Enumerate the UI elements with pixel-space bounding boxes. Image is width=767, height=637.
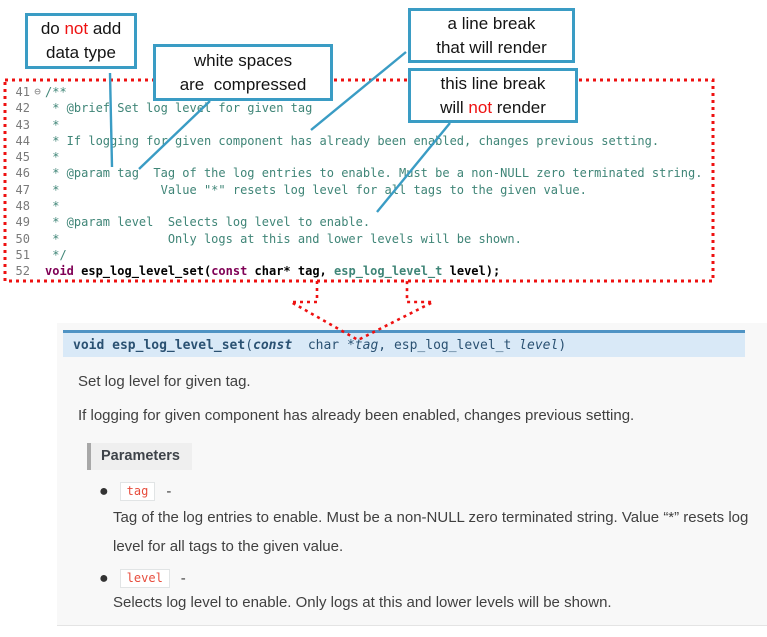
code-line: 48 * <box>8 198 702 214</box>
line-number: 47 <box>15 182 30 197</box>
param-item-tag <box>99 482 171 501</box>
code-line: 46 * @param tag Tag of the log entries to enable. Must be a non-NULL zero terminated string. <box>8 165 702 181</box>
code-editor[interactable] <box>8 84 702 280</box>
line-number: 51 <box>15 247 30 262</box>
line-number: 43 <box>15 117 30 132</box>
callout-do-not-add-data-type <box>25 13 137 69</box>
parameters-heading: Parameters <box>87 443 192 470</box>
code-line: 41 ⊖ /** <box>8 84 702 100</box>
param-description-tag: Tag of the log entries to enable. Must be a non-NULL zero terminated string. Value “*” resets log level for all tags to the given value. <box>113 509 749 555</box>
code-line: 45 * <box>8 149 702 165</box>
callout-white-spaces-compressed <box>153 44 333 101</box>
callout-line: are compressed <box>179 74 307 94</box>
code-line: 42 * @brief Set log level for given tag <box>8 100 702 116</box>
function-signature: void esp_log_level_set ( const char * tag , esp_log_level_t level ) <box>63 330 745 357</box>
callout-line: data type <box>46 43 116 62</box>
line-number: 44 <box>15 133 30 148</box>
callout-line-break-not-render <box>408 68 578 123</box>
code-line: 47 * Value "*" resets log level for all tags to the given value. <box>8 182 702 198</box>
fold-minus-icon[interactable]: ⊖ <box>34 85 41 98</box>
callout-line: do not add <box>40 19 122 38</box>
code-line: 43 * <box>8 117 702 133</box>
bullet-icon: ● <box>99 569 109 587</box>
line-number: 42 <box>15 101 30 116</box>
param-item-level <box>99 569 186 588</box>
callout-line: will not render <box>440 97 546 117</box>
callout-line: a line break <box>447 13 536 33</box>
line-number: 52 <box>15 264 30 279</box>
line-number: 41 <box>15 85 30 99</box>
param-name-chip: tag <box>120 482 156 501</box>
line-number: 45 <box>15 150 30 165</box>
code-line: 49 * @param level Selects log level to enable. <box>8 214 702 230</box>
brief-description: Set log level for given tag. <box>78 373 251 390</box>
code-line: 44 * If logging for given component has already been enabled, changes previous setting. <box>8 133 702 149</box>
detailed-description: If logging for given component has already been enabled, changes previous setting. <box>78 407 635 424</box>
callout-line: white spaces <box>193 50 293 70</box>
callout-line: that will render <box>436 37 547 57</box>
callout-line-break-renders <box>408 8 575 63</box>
param-description-level: Selects log level to enable. Only logs at this and lower levels will be shown. <box>113 594 612 611</box>
line-number: 49 <box>15 215 30 230</box>
line-number: 50 <box>15 231 30 246</box>
rendered-docs-panel <box>57 323 767 626</box>
param-dash: - <box>166 483 172 500</box>
code-line-function-declaration: 52 void esp_log_level_set(const char* tag, esp_log_level_t level); <box>8 263 702 279</box>
bullet-icon: ● <box>99 482 109 500</box>
line-number: 48 <box>15 199 30 214</box>
callout-line: this line break <box>440 73 546 93</box>
param-dash: - <box>180 570 186 587</box>
line-number: 46 <box>15 166 30 181</box>
param-name-chip: level <box>120 569 170 588</box>
code-line: 50 * Only logs at this and lower levels will be shown. <box>8 231 702 247</box>
code-line: 51 */ <box>8 247 702 263</box>
